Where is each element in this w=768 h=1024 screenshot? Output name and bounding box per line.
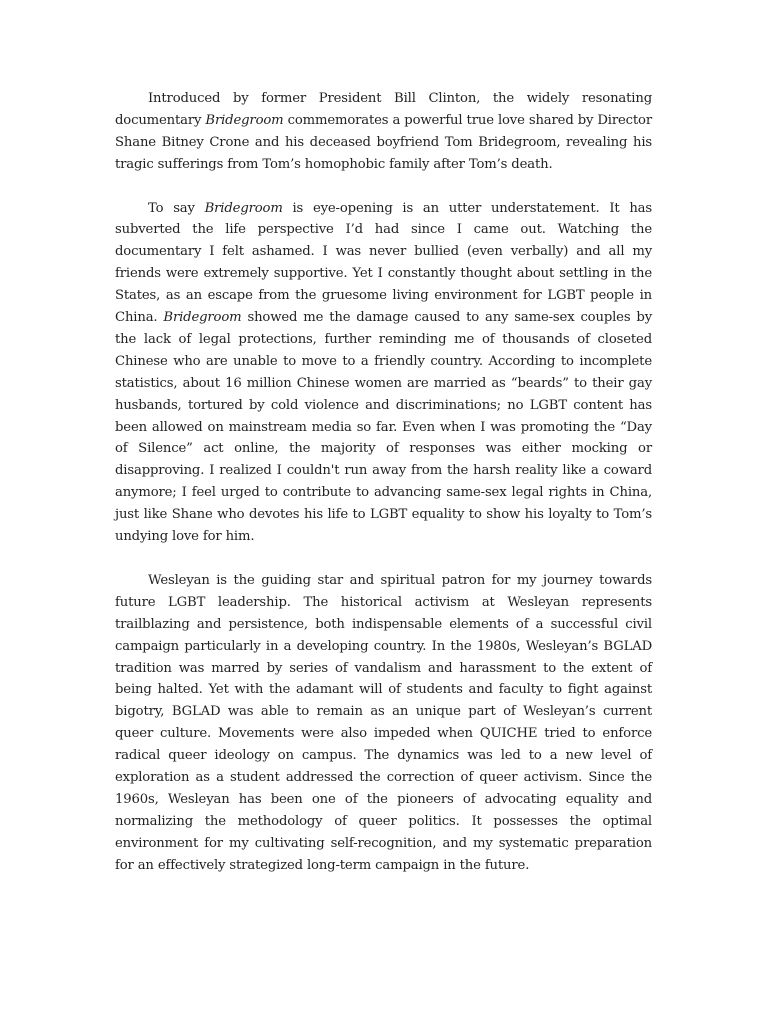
text-run: Introduced by former President Bill Clinton, the widely resonating documentary [115, 91, 652, 128]
paragraph-intro [115, 88, 652, 176]
paragraph-wesleyan [115, 570, 652, 877]
text-run: showed me the damage caused to any same-sex couples by the lack of legal protections, further reminding me of thousands of closeted Chinese who are unable to move to a friendly country. According to incomplete statistics, about 16 million Chinese women are married as “beards” to their gay husbands, tortured by cold violence and discriminations; no LGBT content has been allowed on mainstream media so far. Even when I was promoting the “Day of Silence” act online, the majority of responses was either mocking or disapproving. I realized I couldn't run away from the harsh reality like a coward anymore; I feel urged to contribute to advancing same-sex legal rights in China, just like Shane who devotes his life to LGBT equality to show his loyalty to Tom’s undying love for him. [115, 310, 652, 545]
text-run: To say [148, 200, 205, 216]
text-run: is eye-opening is an utter understatement. It has subverted the life perspective I’d had since I came out. Watching the documentary I felt ashamed. I was never bullied (even verbally) and all my friends were extremely supportive. Yet I constantly thought about settling in the States, as an escape from the gruesome living environment for LGBT people in China. [115, 200, 653, 326]
document-page [115, 88, 652, 898]
text-run: commemorates a powerful true love shared by Director Shane Bitney Crone and his deceased boyfriend Tom Bridegroom, revealing his tragic sufferings from Tom’s homophobic family after Tom’s death. [115, 112, 652, 172]
text-run: Wesleyan is the guiding star and spiritual patron for my journey towards future LGBT leadership. The historical activism at Wesleyan represents trailblazing and persistence, both indispensable elements of a successful civil campaign particularly in a developing country. In the 1980s, Wesleyan’s BGLAD tradition was marred by series of vandalism and harassment to the extent of being halted. Yet with the adamant will of students and faculty to fight against bigotry, BGLAD was able to remain as an unique part of Wesleyan’s current queer culture. Movements were also impeded when QUICHE tried to enforce radical queer ideology on campus. The dynamics was led to a new level of exploration as a student addressed the correction of queer activism. Since the 1960s, Wesleyan has been one of the pioneers of advocating equality and normalizing the methodology of queer politics. It possesses the optimal environment for my cultivating self-recognition, and my systematic preparation for an effectively strategized long-term campaign in the future. [115, 572, 652, 873]
film-title: Bridegroom [204, 200, 283, 216]
film-title: Bridegroom [205, 112, 284, 128]
film-title: Bridegroom [163, 310, 242, 326]
paragraph-reflection [115, 198, 652, 549]
